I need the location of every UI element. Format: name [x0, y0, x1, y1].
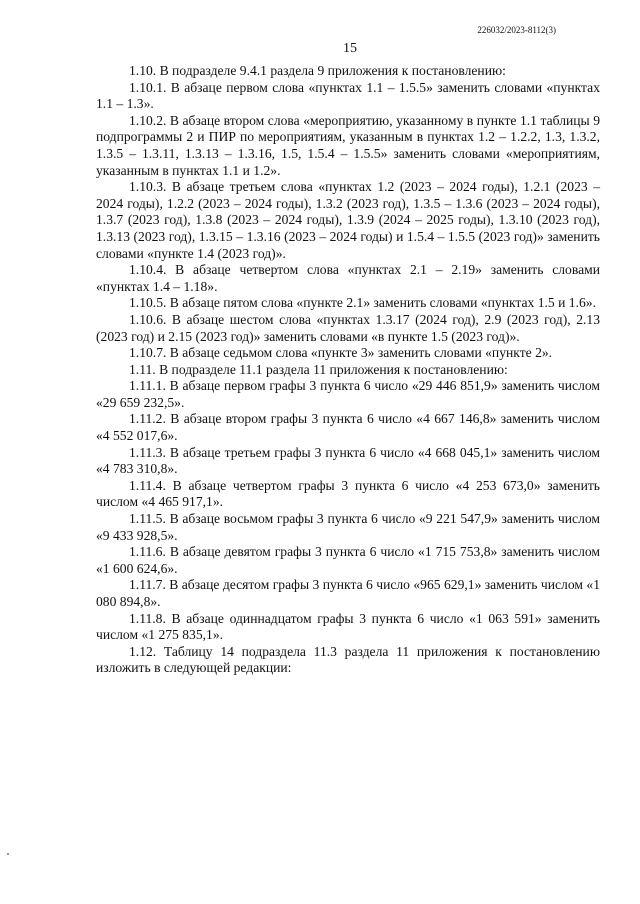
page-number: 15: [343, 41, 357, 56]
document-id: 226032/2023-8112(3): [477, 25, 556, 35]
paragraph-1-11: 1.11. В подразделе 11.1 раздела 11 приложения к постановлению:: [129, 361, 508, 377]
paragraph-1-11-8: 1.11.8. В абзаце одиннадцатом графы 3 пункта 6 число «1 063 591» заменить числом «1 275 835,1».: [96, 610, 600, 643]
paragraph-1-10-3: 1.10.3. В абзаце третьем слова «пунктах 1.2 (2023 – 2024 годы), 1.2.1 (2023 – 2024 годы), 1.2.2 (2023 – 2024 годы), 1.3.2 (2023 год), 1.3.5 – 1.3.6 (2023 – 2024 годы), 1.3.7 (2023 год), 1.3.8 (2023 – 2024 годы), 1.3.9 (2024 – 2025 годы), 1.3.10 (2023 год), 1.3.13 (2023 год), 1.3.15 – 1.3.16 (2023 – 2024 годы) и 1.5.4 – 1.5.5 (2023 год)» заменить словами «пункте 1.4 (2023 год)».: [96, 179, 600, 261]
paragraph-1-10-1: 1.10.1. В абзаце первом слова «пунктах 1.1 – 1.5.5» заменить словами «пунктах 1.1 – 1.3».: [96, 79, 600, 112]
paragraph-1-10-5: 1.10.5. В абзаце пятом слова «пункте 2.1» заменить словами «пунктах 1.5 и 1.6».: [129, 295, 596, 311]
paragraph-1-11-3: 1.11.3. В абзаце третьем графы 3 пункта 6 число «4 668 045,1» заменить числом «4 783 310,8».: [96, 444, 600, 477]
paragraph-1-10: 1.10. В подразделе 9.4.1 раздела 9 приложения к постановлению:: [129, 63, 506, 78]
paragraph-1-10-6: 1.10.6. В абзаце шестом слова «пунктах 1.3.17 (2024 год), 2.9 (2023 год), 2.13 (2023 год) и 2.15 (2023 год)» заменить словами «в пункте 1.5 (2023 год)».: [96, 311, 600, 344]
paragraph-1-10-4: 1.10.4. В абзаце четвертом слова «пунктах 2.1 – 2.19» заменить словами «пунктах 1.4 – 1.18».: [96, 262, 600, 294]
paragraph-1-11-2: 1.11.2. В абзаце втором графы 3 пункта 6 число «4 667 146,8» заменить числом «4 552 017,6».: [96, 411, 600, 444]
paragraph-1-11-5: 1.11.5. В абзаце восьмом графы 3 пункта 6 число «9 221 547,9» заменить числом «9 433 928,5».: [96, 511, 600, 543]
paragraph-1-12: 1.12. Таблицу 14 подраздела 11.3 раздела 11 приложения к постановлению изложить в следующей редакции:: [96, 643, 600, 676]
scan-speck: [7, 853, 9, 855]
paragraph-1-11-7: 1.11.7. В абзаце десятом графы 3 пункта 6 число «965 629,1» заменить числом «1 080 894,8».: [96, 577, 600, 609]
document-body: [96, 63, 600, 677]
paragraph-1-11-4: 1.11.4. В абзаце четвертом графы 3 пункта 6 число «4 253 673,0» заменить числом «4 465 917,1».: [96, 477, 600, 510]
paragraph-1-11-6: 1.11.6. В абзаце девятом графы 3 пункта 6 число «1 715 753,8» заменить числом «1 600 624,6».: [96, 544, 600, 576]
paragraph-1-11-1: 1.11.1. В абзаце первом графы 3 пункта 6 число «29 446 851,9» заменить числом «29 659 232,5».: [96, 378, 600, 410]
paragraph-1-10-2: 1.10.2. В абзаце втором слова «мероприятию, указанному в пункте 1.1 таблицы 9 подпрограммы 2 и ПИР по мероприятиям, указанным в пунктах 1.2 – 1.2.2, 1.3, 1.3.2, 1.3.5 – 1.3.11, 1.3.13 – 1.3.16, 1.5, 1.5.4 – 1.5.5» заменить словами «мероприятиям, указанным в пунктах 1.1 и 1.2».: [96, 112, 600, 178]
paragraph-1-10-7: 1.10.7. В абзаце седьмом слова «пункте 3» заменить словами «пункте 2».: [129, 345, 553, 361]
